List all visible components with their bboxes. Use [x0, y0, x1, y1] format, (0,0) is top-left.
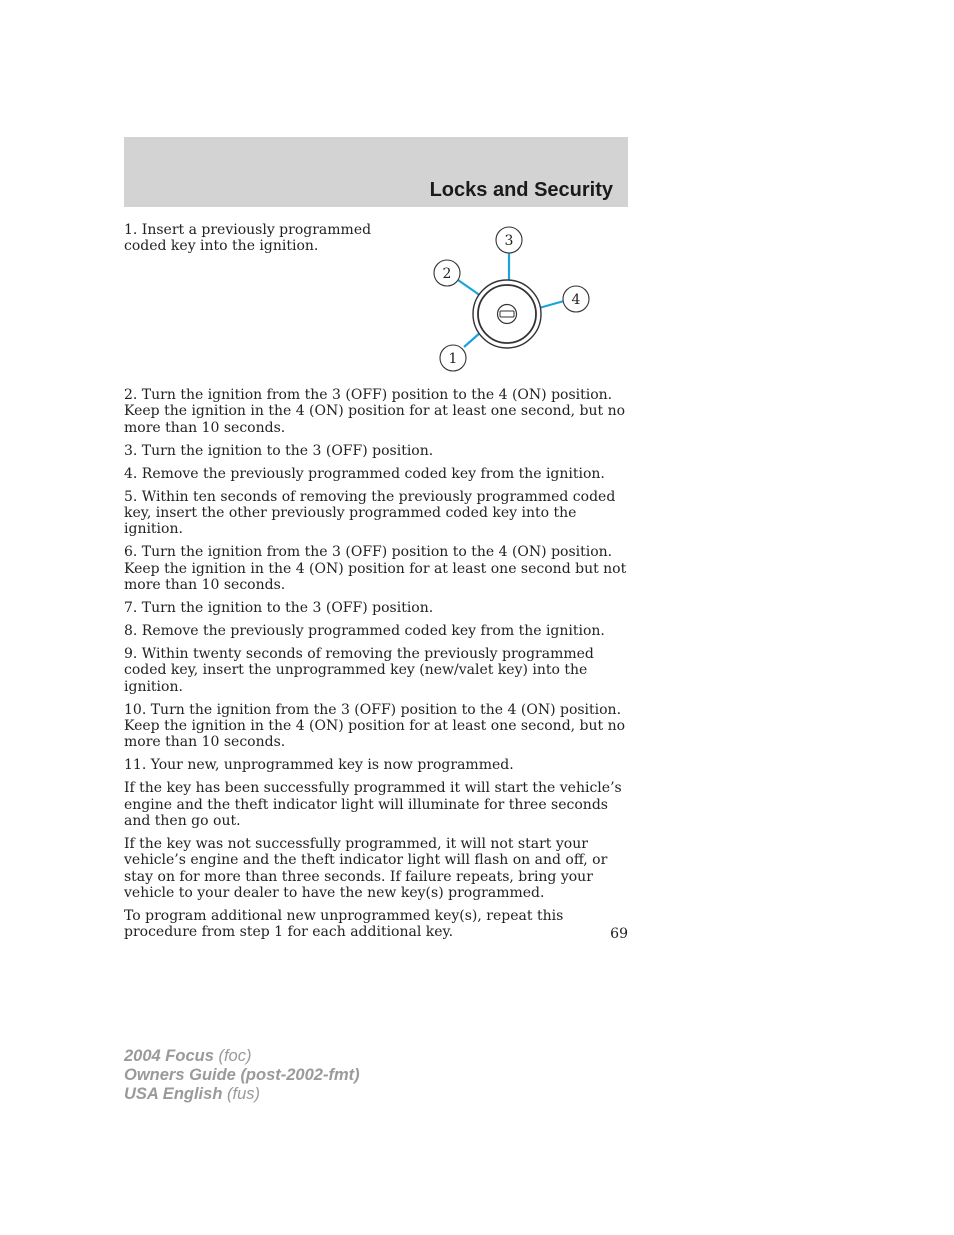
step-6: 6. Turn the ignition from the 3 (OFF) position to the 4 (ON) position. Keep the ignition in the 4 (ON) position for at least one second but not more than 10 seconds. [124, 544, 627, 594]
position-label-4: 4 [571, 292, 581, 308]
footer-model: 2004 Focus [124, 1047, 214, 1065]
footer-line-model [124, 1047, 360, 1066]
position-line-1 [464, 332, 481, 347]
step-2: 2. Turn the ignition from the 3 (OFF) position to the 4 (ON) position. Keep the ignition in the 4 (ON) position for at least one second, but no more than 10 seconds. [124, 387, 626, 436]
footer-language-code: (fus) [222, 1085, 260, 1103]
page-number: 69 [610, 926, 628, 942]
position-label-2: 2 [442, 266, 452, 282]
step-10: 10. Turn the ignition from the 3 (OFF) position to the 4 (ON) position. Keep the ignition in the 4 (ON) position for at least one second, but no more than 10 seconds. [124, 701, 626, 751]
instructions-body [124, 387, 632, 947]
position-line-4 [539, 301, 564, 308]
footer-meta [124, 1047, 360, 1104]
position-label-1: 1 [448, 351, 458, 367]
paragraph-additional-keys: To program additional new unprogrammed key(s), repeat this procedure from step 1 for each additional key. [124, 907, 564, 941]
step-11: 11. Your new, unprogrammed key is now programmed. [124, 757, 514, 774]
position-label-3: 3 [504, 233, 514, 249]
paragraph-success: If the key has been successfully programmed it will start the vehicle’s engine and the theft indicator light will illuminate for three seconds and then go out. [124, 780, 622, 829]
step-8: 8. Remove the previously programmed coded key from the ignition. [124, 622, 605, 639]
footer-line-language [124, 1085, 360, 1104]
step-9: 9. Within twenty seconds of removing the previously programmed coded key, insert the unprogrammed key (new/valet key) into the ignition. [124, 645, 594, 695]
step-3: 3. Turn the ignition to the 3 (OFF) position. [124, 442, 434, 459]
footer-language: USA English [124, 1085, 223, 1103]
section-title: Locks and Security [429, 179, 613, 201]
footer-guide: Owners Guide (post-2002-fmt) [124, 1066, 360, 1084]
footer-model-code: (foc) [213, 1047, 252, 1065]
paragraph-failure: If the key was not successfully programmed, it will not start your vehicle’s engine and the theft indicator light will flash on and off, or stay on for more than three seconds. If failure repeats, bring your vehicle to your dealer to have the new key(s) programmed. [124, 835, 608, 902]
ignition-switch-icon [428, 222, 598, 372]
ignition-diagram [428, 222, 598, 372]
step-4: 4. Remove the previously programmed coded key from the ignition. [124, 465, 605, 482]
step-7: 7. Turn the ignition to the 3 (OFF) position. [124, 599, 434, 616]
step-1: 1. Insert a previously programmed coded key into the ignition. [124, 222, 372, 254]
step-5: 5. Within ten seconds of removing the previously programmed coded key, insert the other previously programmed coded key into the ignition. [124, 488, 616, 538]
position-line-2 [458, 280, 481, 296]
footer-line-guide [124, 1066, 360, 1085]
section-header-band [124, 137, 628, 207]
